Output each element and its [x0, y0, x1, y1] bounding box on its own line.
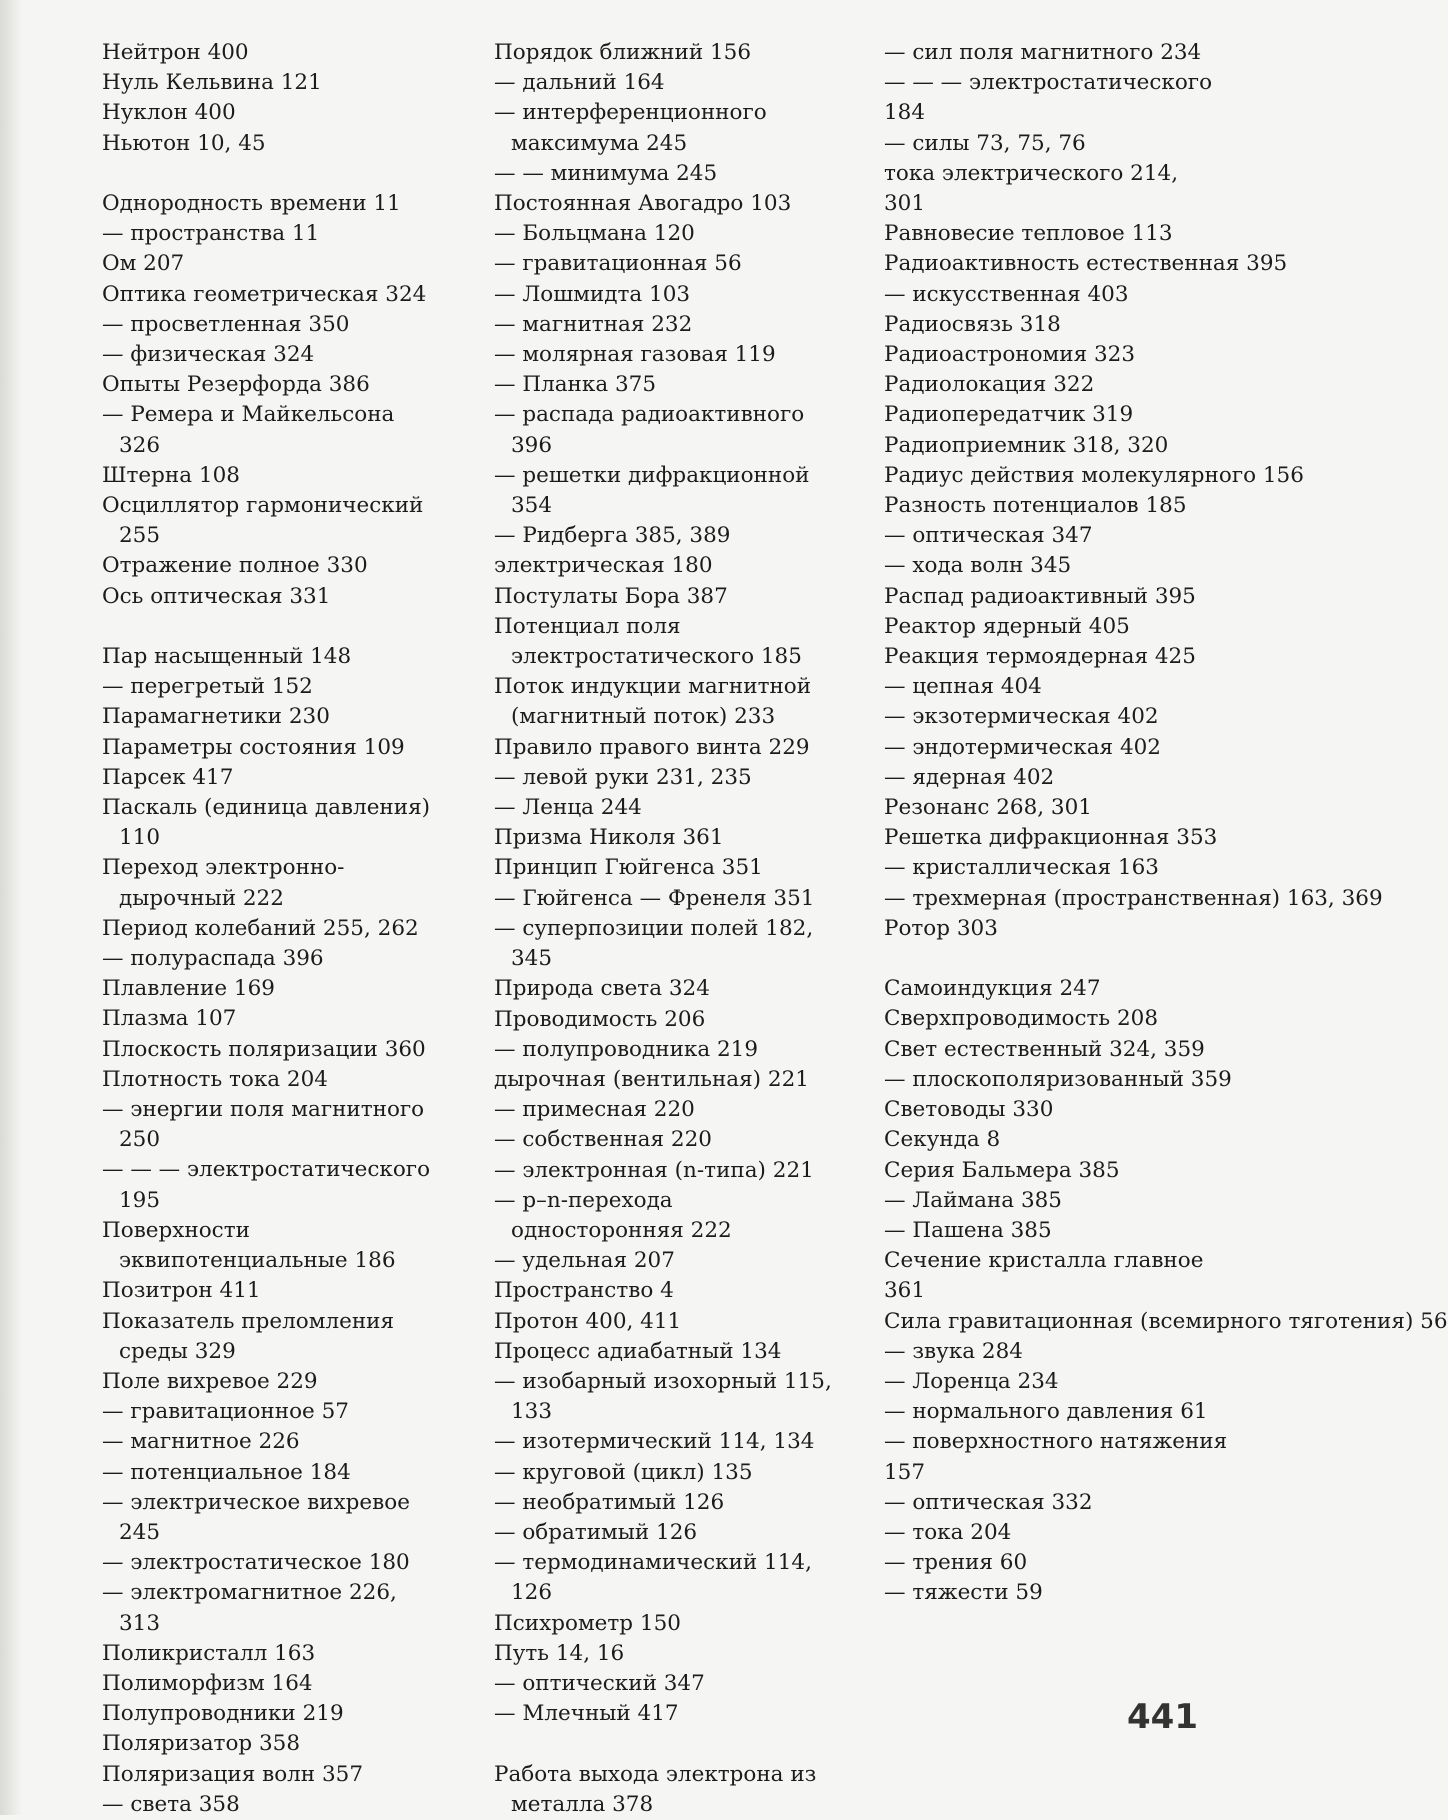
index-entry: Принцип Гюйгенса 351: [494, 855, 763, 881]
index-entry: Резонанс 268, 301: [884, 795, 1092, 821]
index-entry: Штерна 108: [102, 462, 240, 488]
index-entry: Радиолокация 322: [884, 372, 1095, 398]
index-entry: — сил поля магнитного 234: [884, 40, 1202, 65]
index-column-2: [494, 38, 834, 1820]
index-entry: Пространство 4: [494, 1278, 674, 1304]
index-entry: Радиопередатчик 319: [884, 402, 1134, 428]
index-entry: — Планка 375: [494, 372, 657, 398]
index-entry: — интерференционного максимума 245: [494, 100, 767, 156]
index-entry: Процесс адиабатный 134: [494, 1338, 782, 1364]
index-entry: — кристаллическая 163: [884, 855, 1159, 881]
index-entry: Радиоприемник 318, 320: [884, 432, 1169, 458]
index-entry: — Лаймана 385: [884, 1187, 1062, 1213]
index-entry: Световоды 330: [884, 1097, 1054, 1123]
index-entry: Поляризация волн 357: [102, 1761, 364, 1787]
index-entry: Свет естественный 324, 359: [884, 1036, 1205, 1062]
index-entry: Паскаль (единица давления) 110: [102, 795, 431, 851]
index-entry: Самоиндукция 247: [884, 976, 1101, 1002]
index-entry: — эндотермическая 402: [884, 734, 1161, 760]
index-entry: Сила гравитационная (всемирного тяготения) 56: [884, 1308, 1448, 1334]
page-number: 441: [1127, 1697, 1198, 1737]
index-entry: — обратимый 126: [494, 1519, 698, 1545]
index-entry: Радиус действия молекулярного 156: [884, 462, 1304, 488]
index-entry: — — минимума 245: [494, 160, 718, 186]
index-entry: Ом 207: [102, 251, 185, 277]
index-entry: — — — электростатического 195: [102, 1157, 431, 1213]
index-entry: Осциллятор гармонический 255: [102, 493, 424, 549]
index-entry: Ньютон 10, 45: [102, 130, 266, 156]
index-entry: Порядок ближний 156: [494, 40, 752, 65]
index-entry: — света 358: [102, 1791, 240, 1817]
index-entry: Парсек 417: [102, 764, 234, 790]
index-entry: Серия Бальмера 385: [884, 1157, 1120, 1183]
index-entry: Равновесие тепловое 113: [884, 221, 1173, 247]
index-entry: — Ленца 244: [494, 795, 642, 821]
index-entry: — решетки дифракционной 354: [494, 462, 810, 519]
index-entry: — экзотермическая 402: [884, 704, 1159, 730]
index-entry: Полупроводники 219: [102, 1701, 344, 1727]
index-entry: Отражение полное 330: [102, 553, 368, 579]
index-entry: — Пашена 385: [884, 1217, 1052, 1243]
index-entry: 301: [884, 191, 926, 217]
index-entry: Поток индукции магнитной (магнитный поток) 233: [494, 674, 812, 730]
index-entry: — необратимый 126: [494, 1489, 725, 1515]
index-entry: Реактор ядерный 405: [884, 613, 1130, 639]
index-entry: 157: [884, 1459, 926, 1485]
index-entry: — примесная 220: [494, 1097, 695, 1123]
index-entry: дырочная (вентильная) 221: [494, 1066, 809, 1092]
index-entry: — плоскополяризованный 359: [884, 1066, 1232, 1092]
index-entry: — тяжести 59: [884, 1580, 1043, 1606]
section-gap: [102, 612, 442, 642]
index-entry: — электромагнитное 226, 313: [102, 1580, 397, 1636]
index-entry: Проводимость 206: [494, 1006, 706, 1032]
section-gap: [102, 159, 442, 189]
index-entry: — изобарный изохорный 115, 133: [494, 1368, 832, 1425]
index-entry: — звука 284: [884, 1338, 1023, 1364]
index-entry: — молярная газовая 119: [494, 342, 776, 368]
index-entry: Радиоастрономия 323: [884, 342, 1136, 368]
index-entry: — ядерная 402: [884, 764, 1055, 790]
index-entry: — гравитационная 56: [494, 251, 742, 277]
index-entry: — Млечный 417: [494, 1701, 679, 1727]
index-entry: Однородность времени 11: [102, 191, 401, 216]
index-entry: Поле вихревое 229: [102, 1368, 318, 1394]
index-entry: Потенциал поля электростатического 185: [494, 613, 802, 670]
index-entry: — пространства 11: [102, 221, 320, 247]
index-entry: Путь 14, 16: [494, 1640, 625, 1666]
index-entry: — силы 73, 75, 76: [884, 130, 1086, 156]
section-gap: [884, 944, 1200, 974]
index-entry: Нуль Кельвина 121: [102, 70, 322, 96]
index-entry: — оптическая 332: [884, 1489, 1093, 1515]
index-entry: — Ридберга 385, 389: [494, 523, 731, 549]
index-entry: — просветленная 350: [102, 311, 350, 337]
index-entry: Природа света 324: [494, 976, 710, 1002]
index-entry: — оптическая 347: [884, 523, 1093, 549]
index-entry: 184: [884, 100, 926, 126]
index-entry: Реакция термоядерная 425: [884, 644, 1196, 670]
index-entry: Постулаты Бора 387: [494, 583, 728, 609]
index-entry: — энергии поля магнитного 250: [102, 1097, 425, 1153]
index-entry: Поляризатор 358: [102, 1731, 301, 1757]
index-entry: — физическая 324: [102, 342, 315, 368]
index-entry: — перегретый 152: [102, 674, 313, 700]
index-entry: — удельная 207: [494, 1248, 675, 1274]
index-entry: — термодинамический 114, 126: [494, 1550, 812, 1606]
index-entry: Разность потенциалов 185: [884, 493, 1187, 519]
index-entry: Позитрон 411: [102, 1278, 261, 1304]
index-entry: — искусственная 403: [884, 281, 1129, 307]
index-entry: — хода волн 345: [884, 553, 1072, 579]
index-entry: Плоскость поляризации 360: [102, 1036, 426, 1062]
index-entry: Ротор 303: [884, 915, 998, 941]
index-entry: Оптика геометрическая 324: [102, 281, 427, 307]
index-entry: — Лоренца 234: [884, 1368, 1059, 1394]
index-entry: Плазма 107: [102, 1006, 237, 1032]
index-entry: — изотермический 114, 134: [494, 1429, 815, 1455]
index-entry: — тока 204: [884, 1519, 1012, 1545]
index-entry: Сечение кристалла главное: [884, 1248, 1204, 1274]
index-entry: — поверхностного натяжения: [884, 1429, 1228, 1455]
index-entry: — электронная (n-типа) 221: [494, 1157, 814, 1183]
index-entry: Постоянная Авогадро 103: [494, 191, 792, 217]
index-entry: — собственная 220: [494, 1127, 712, 1153]
index-entry: — цепная 404: [884, 674, 1042, 700]
index-entry: Полиморфизм 164: [102, 1670, 313, 1696]
index-entry: Пар насыщенный 148: [102, 644, 352, 670]
index-entry: — Ремера и Майкельсона 326: [102, 402, 395, 458]
index-entry: — полураспада 396: [102, 946, 324, 972]
index-entry: — электростатическое 180: [102, 1550, 410, 1576]
index-entry: — трехмерная (пространственная) 163, 369: [884, 885, 1383, 911]
index-entry: Поверхности эквипотенциальные 186: [102, 1217, 396, 1274]
index-entry: — нормального давления 61: [884, 1399, 1208, 1425]
index-entry: — суперпозиции полей 182, 345: [494, 915, 814, 972]
index-entry: Плотность тока 204: [102, 1066, 328, 1092]
index-column-3: [884, 38, 1448, 1609]
index-entry: Правило правого винта 229: [494, 734, 810, 760]
index-entry: Решетка дифракционная 353: [884, 825, 1218, 851]
index-entry: Распад радиоактивный 395: [884, 583, 1196, 609]
index-entry: — круговой (цикл) 135: [494, 1459, 753, 1485]
index-entry: Ось оптическая 331: [102, 583, 331, 609]
index-entry: Сверхпроводимость 208: [884, 1006, 1158, 1032]
index-entry: — p–n-перехода односторонняя 222: [494, 1187, 732, 1243]
index-entry: Радиоактивность естественная 395: [884, 251, 1288, 277]
index-entry: Параметры состояния 109: [102, 734, 405, 760]
page-edge-shadow: [0, 0, 22, 1815]
index-entry: Переход электронно-дырочный 222: [102, 855, 345, 911]
index-entry: Призма Николя 361: [494, 825, 724, 851]
index-entry: — Больцмана 120: [494, 221, 695, 247]
index-entry: Нейтрон 400: [102, 40, 249, 65]
index-entry: — гравитационное 57: [102, 1399, 349, 1425]
index-entry: Секунда 8: [884, 1127, 1001, 1153]
index-entry: Период колебаний 255, 262: [102, 915, 419, 941]
index-entry: Парамагнетики 230: [102, 704, 330, 730]
index-entry: Работа выхода электрона из металла 378: [494, 1761, 817, 1817]
index-entry: электрическая 180: [494, 553, 713, 579]
index-entry: — дальний 164: [494, 70, 665, 96]
index-entry: — трения 60: [884, 1550, 1028, 1576]
index-entry: Протон 400, 411: [494, 1308, 682, 1334]
index-entry: тока электрического 214,: [884, 160, 1179, 186]
index-entry: 361: [884, 1278, 926, 1304]
index-entry: — полупроводника 219: [494, 1036, 759, 1062]
index-entry: — — — электростатического: [884, 70, 1213, 96]
index-entry: Опыты Резерфорда 386: [102, 372, 370, 398]
index-column-1: [102, 38, 442, 1820]
index-entry: — магнитная 232: [494, 311, 693, 337]
index-entry: Психрометр 150: [494, 1610, 681, 1636]
index-entry: Радиосвязь 318: [884, 311, 1061, 337]
index-entry: — электрическое вихревое 245: [102, 1489, 410, 1545]
index-entry: — Лошмидта 103: [494, 281, 691, 307]
index-entry: Нуклон 400: [102, 100, 236, 126]
index-entry: — оптический 347: [494, 1670, 705, 1696]
index-entry: Плавление 169: [102, 976, 275, 1002]
section-gap: [494, 1729, 834, 1759]
index-entry: — магнитное 226: [102, 1429, 300, 1455]
index-entry: — левой руки 231, 235: [494, 764, 752, 790]
index-entry: Поликристалл 163: [102, 1640, 316, 1666]
index-entry: — потенциальное 184: [102, 1459, 351, 1485]
index-entry: Показатель преломления среды 329: [102, 1308, 395, 1364]
index-entry: — Гюйгенса — Френеля 351: [494, 885, 815, 911]
index-entry: — распада радиоактивного 396: [494, 402, 805, 458]
